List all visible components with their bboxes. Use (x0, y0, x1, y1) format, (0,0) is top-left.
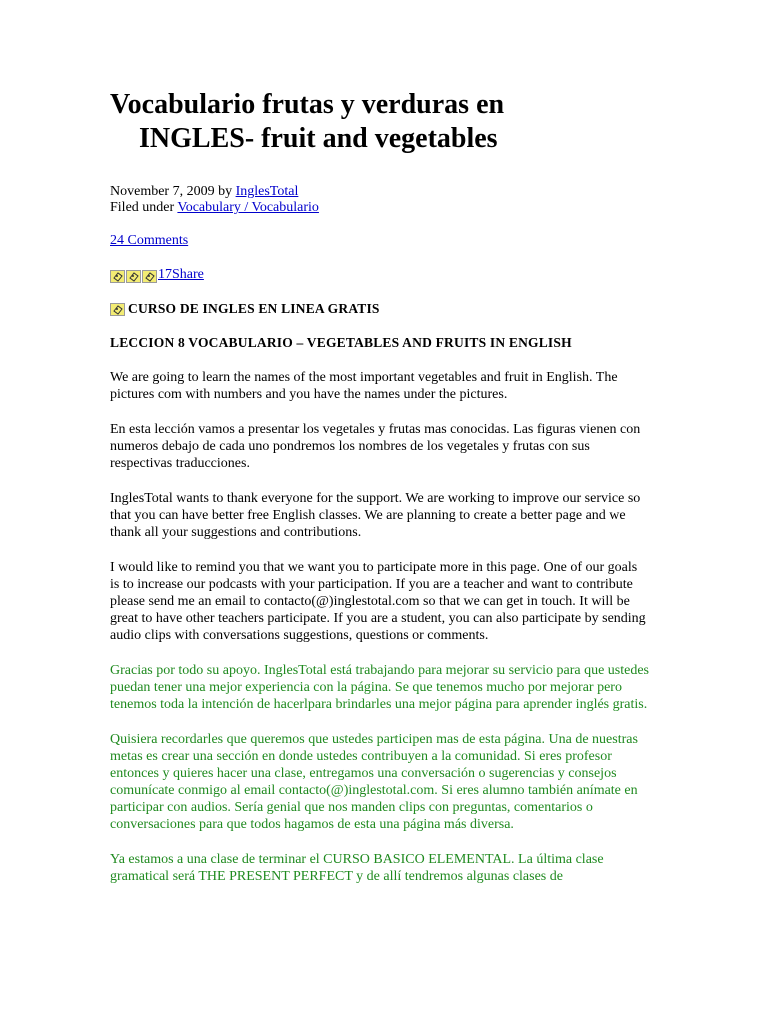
paragraph-intro-es: En esta lección vamos a presentar los vegetales y frutas mas conocidas. Las figuras vienen con numeros debajo de cada uno pondremos los nombres de los vegetales y frutas con sus respectivas traducciones. (110, 422, 641, 471)
post-title-line-2: INGLES- fruit and vegetables (139, 123, 498, 154)
share-row (110, 267, 650, 283)
post-meta (110, 184, 650, 216)
share-count: 17 (158, 267, 172, 282)
paragraph-intro-en: We are going to learn the names of the most important vegetables and fruit in English. The pictures com with numbers and you have the names under the pictures. (110, 370, 618, 402)
paragraph-thanks-en: InglesTotal wants to thank everyone for the support. We are working to improve our service so that you can have better free English classes. We are planning to create a better page and we thank all your suggestions and contributions. (110, 491, 641, 540)
share-icon[interactable] (110, 270, 125, 283)
byline (110, 184, 650, 200)
paragraph-thanks-es: Gracias por todo su apoyo. InglesTotal está trabajando para mejorar su servicio para que ustedes puedan tener una mejor experiencia con la página. Se que tenemos mucho por mejorar pero tenemos toda la intención de hacerlpara brindarles una mejor página para aprender inglés gratis. (110, 663, 649, 712)
post-title (110, 88, 650, 156)
post-title-line-1: Vocabulario frutas y verduras en (110, 89, 505, 120)
category-link[interactable]: Vocabulary / Vocabulario (177, 200, 319, 215)
comments-link[interactable]: 24 Comments (110, 233, 189, 248)
filed-under-label: Filed under (110, 200, 178, 215)
author-link[interactable]: InglesTotal (235, 184, 299, 199)
share-link[interactable] (158, 267, 204, 283)
share-icon[interactable] (142, 270, 157, 283)
curso-heading (110, 301, 650, 317)
paragraph-participate-es: Quisiera recordarles que queremos que ustedes participen mas de esta página. Una de nuestras metas es crear una sección en donde ustedes contribuyen a la comunidad. Si eres profesor entonces y quieres hacer una clase, entregamos una conversación o sugerencias y consejos comunícate conmigo al email contacto(@)inglestotal.com. Si eres alumno también anímate en participar con audios. Sería genial que nos manden clips con preguntas, comentarios o conversaciones para que todos hagamos de esta una página más diversa. (110, 732, 638, 832)
post-date: November 7, 2009 by (110, 184, 236, 199)
share-icon (110, 303, 125, 316)
curso-heading-text: CURSO DE INGLES EN LINEA GRATIS (128, 301, 380, 316)
share-icon[interactable] (126, 270, 141, 283)
share-label: Share (172, 267, 204, 282)
leccion-heading: LECCION 8 VOCABULARIO – VEGETABLES AND FRUITS IN ENGLISH (110, 335, 572, 350)
comments-row (110, 233, 650, 249)
filed-under (110, 200, 650, 216)
paragraph-course-es: Ya estamos a una clase de terminar el CURSO BASICO ELEMENTAL. La última clase gramatical será THE PRESENT PERFECT y de allí tendremos algunas clases de (110, 852, 604, 884)
paragraph-participate-en: I would like to remind you that we want you to participate more in this page. One of our goals is to increase our podcasts with your participation. If you are a teacher and want to contribute please send me an email to contacto(@)inglestotal.com so that we can get in touch. It will be great to have other teachers participate. If you are a student, you can also participate by sending audio clips with conversations suggestions, questions or comments. (110, 560, 646, 643)
article (110, 88, 650, 885)
